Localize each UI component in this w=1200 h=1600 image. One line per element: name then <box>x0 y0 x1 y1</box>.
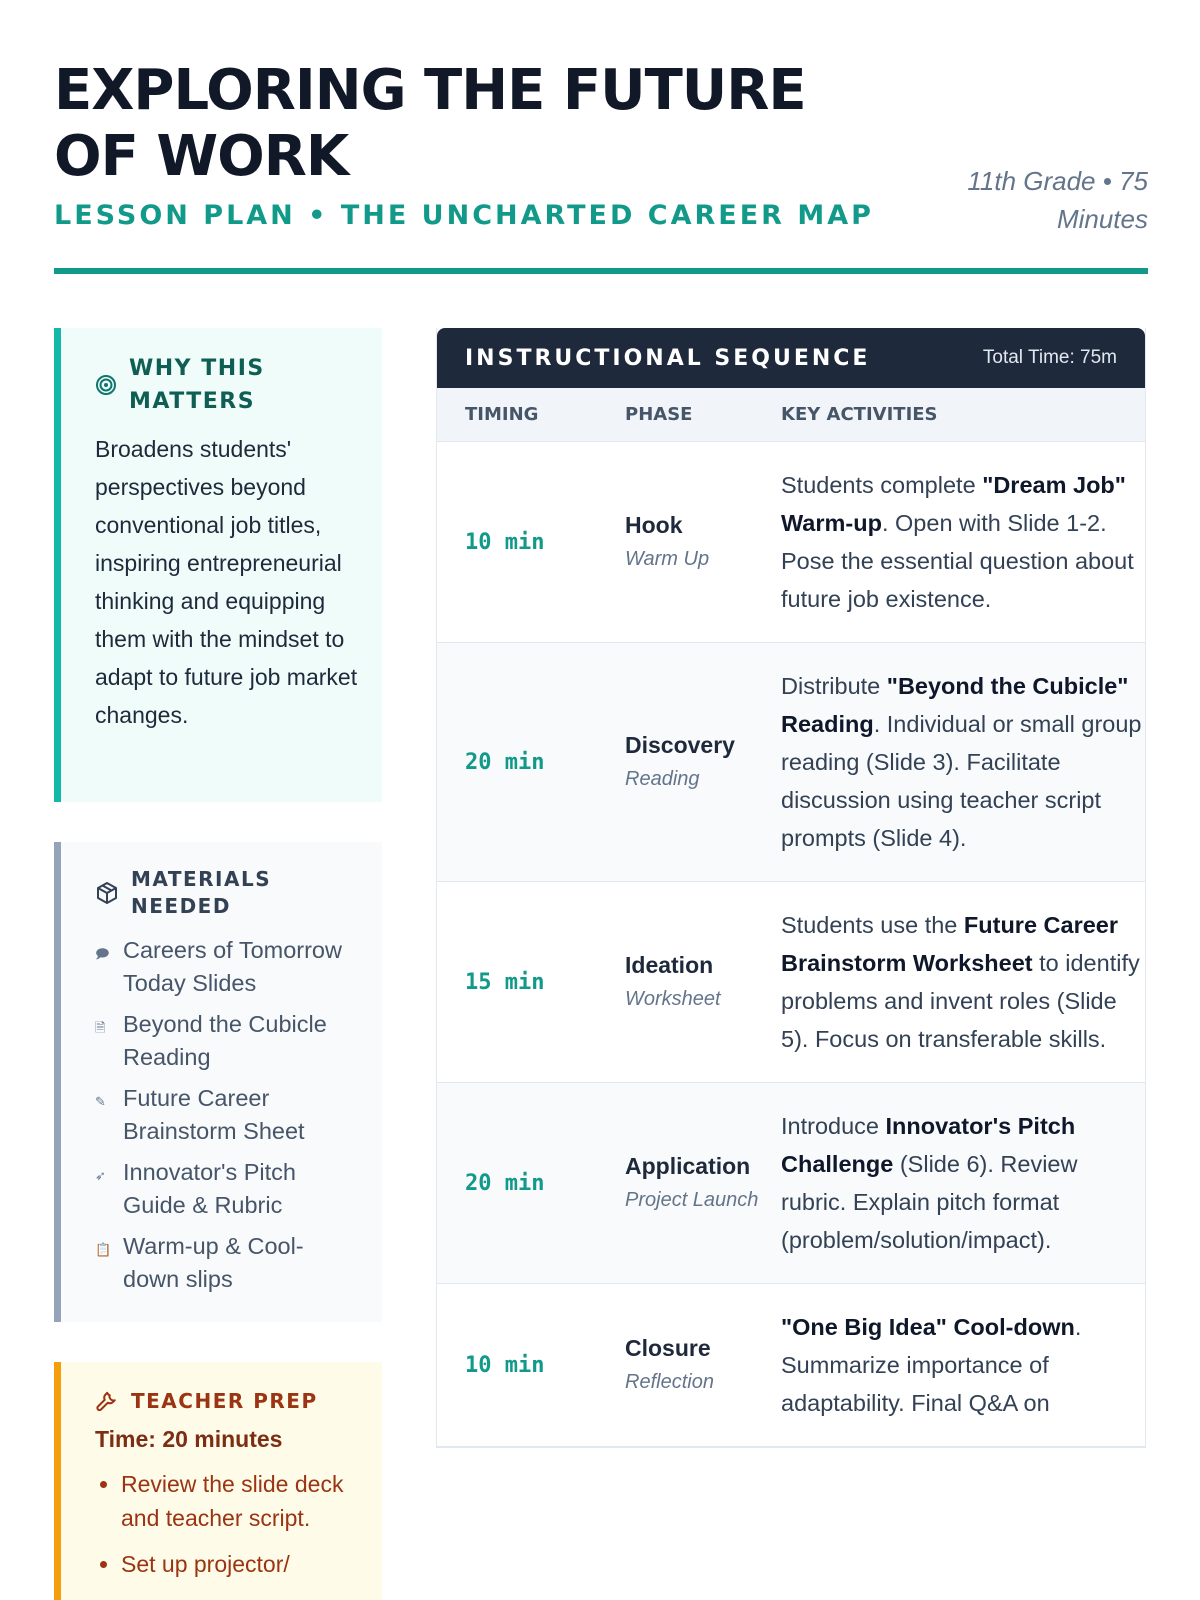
activity-text: to identify problems and invent roles (Slide 5). Focus on transferable skills. <box>781 950 1140 1052</box>
prep-item: • Review the slide deck and teacher script. <box>121 1467 358 1535</box>
sequence-rows <box>437 442 1145 1447</box>
phase-name: Hook <box>625 512 683 538</box>
timing-cell <box>437 1171 597 1196</box>
activity-text: . Summarize importance of adaptability. Final Q&A on <box>781 1314 1082 1416</box>
lesson-header <box>54 58 1148 274</box>
column-headers <box>437 388 1145 442</box>
phase-subtitle: Reflection <box>625 1371 714 1393</box>
activities-cell <box>781 1284 1145 1446</box>
sequence-row <box>437 442 1145 643</box>
activity-text: . Open with Slide 1-2. Pose the essential question about future job existence. <box>781 510 1134 612</box>
timing-cell <box>437 970 597 995</box>
timing-cell <box>437 530 597 555</box>
material-item <box>95 1082 358 1148</box>
prep-card-title: TEACHER PREP <box>131 1389 318 1413</box>
materials-card-title: MATERIALS NEEDED <box>131 867 272 918</box>
phase-name: Application <box>625 1153 751 1179</box>
target-icon <box>95 374 117 396</box>
why-card-header <box>95 352 358 418</box>
phase-cell <box>597 1149 781 1217</box>
pencil-icon: ✎ <box>95 1094 106 1109</box>
header-divider <box>54 268 1148 274</box>
phase-cell <box>597 728 781 796</box>
timing-cell <box>437 1353 597 1378</box>
grade-duration: 11th Grade • 75 Minutes <box>967 166 1148 234</box>
column-header-timing: TIMING <box>465 404 539 425</box>
phase-name: Ideation <box>625 952 714 978</box>
phase-name: Closure <box>625 1335 711 1361</box>
column-header-activities: KEY ACTIVITIES <box>781 404 938 425</box>
package-icon <box>95 881 119 905</box>
sequence-total-time: Total Time: 75m <box>982 347 1117 368</box>
why-card <box>54 328 382 802</box>
phase-subtitle: Project Launch <box>625 1189 759 1211</box>
material-item <box>95 934 358 1000</box>
activity-text: Students use the <box>781 912 964 938</box>
sequence-row <box>437 1083 1145 1284</box>
timing-value: 10 min <box>465 529 545 555</box>
phase-cell <box>597 1331 781 1399</box>
activity-text: Introduce <box>781 1113 886 1139</box>
activity-highlight: "One Big Idea" Cool-down <box>781 1314 1075 1340</box>
prep-card-header <box>95 1386 358 1416</box>
material-item <box>95 1230 358 1296</box>
activities-cell <box>781 1083 1145 1283</box>
activity-text: (Slide 6). Review rubric. Explain pitch format (problem/solution/impact). <box>781 1151 1078 1253</box>
prep-card <box>54 1362 382 1600</box>
activities-cell <box>781 882 1145 1082</box>
material-item <box>95 1008 358 1074</box>
presentation-icon: 🗩 <box>95 946 110 961</box>
phase-cell <box>597 508 781 576</box>
timing-value: 15 min <box>465 969 545 995</box>
material-item-label: Careers of Tomorrow Today Slides <box>123 937 342 996</box>
clipboard-icon: 📋 <box>95 1242 112 1257</box>
material-item-label: Innovator's Pitch Guide & Rubric <box>123 1159 296 1218</box>
activities-cell <box>781 442 1145 642</box>
activities-cell <box>781 643 1145 881</box>
timing-cell <box>437 750 597 775</box>
phase-subtitle: Warm Up <box>625 548 710 570</box>
sequence-row <box>437 1284 1145 1447</box>
timing-value: 20 min <box>465 1170 545 1196</box>
material-item-label: Future Career Brainstorm Sheet <box>123 1085 305 1144</box>
prep-list <box>95 1467 358 1581</box>
phase-subtitle: Worksheet <box>625 988 721 1010</box>
prep-item: • Set up projector/ <box>121 1547 358 1581</box>
timing-value: 10 min <box>465 1352 545 1378</box>
instructional-sequence-table <box>436 328 1146 1448</box>
column-header-phase: PHASE <box>625 404 693 425</box>
activity-highlight: "Beyond the Cubicle" Reading <box>781 673 1129 737</box>
timing-value: 20 min <box>465 749 545 775</box>
material-item <box>95 1156 358 1222</box>
sequence-header <box>437 328 1145 388</box>
activity-highlight: Future Career Brainstorm Worksheet <box>781 912 1119 976</box>
materials-list <box>95 934 358 1296</box>
phase-cell <box>597 948 781 1016</box>
phase-subtitle: Reading <box>625 768 700 790</box>
materials-card-header <box>95 866 358 920</box>
why-card-body: Broadens students' perspectives beyond conventional job titles, inspiring entrepreneurial thinking and equipping them with the mindset to adapt to future job market changes. <box>95 436 358 728</box>
page-subtitle: LESSON PLAN • THE UNCHARTED CAREER MAP <box>54 200 874 231</box>
activity-text: Distribute <box>781 673 887 699</box>
material-item-label: Warm-up & Cool-down slips <box>123 1233 304 1292</box>
activity-text: Students complete <box>781 472 983 498</box>
activity-highlight: Innovator's Pitch Challenge <box>781 1113 1076 1177</box>
phase-name: Discovery <box>625 732 735 758</box>
rocket-icon: ➶ <box>95 1168 106 1183</box>
sequence-title: INSTRUCTIONAL SEQUENCE <box>465 345 871 371</box>
activity-highlight: "Dream Job" Warm-up <box>781 472 1126 536</box>
sequence-row <box>437 882 1145 1083</box>
document-icon: 🗎 <box>95 1020 106 1035</box>
wrench-icon <box>95 1389 119 1413</box>
material-item-label: Beyond the Cubicle Reading <box>123 1011 327 1070</box>
page-title: EXPLORING THE FUTURE OF WORK <box>54 58 806 189</box>
why-card-title: WHY THIS MATTERS <box>129 356 265 414</box>
activity-text: . Individual or small group reading (Slide 3). Facilitate discussion using teacher script prompts (Slide 4). <box>781 711 1142 851</box>
prep-time: Time: 20 minutes <box>95 1426 283 1452</box>
sequence-row <box>437 643 1145 882</box>
materials-card <box>54 842 382 1322</box>
sidebar <box>54 328 382 1600</box>
